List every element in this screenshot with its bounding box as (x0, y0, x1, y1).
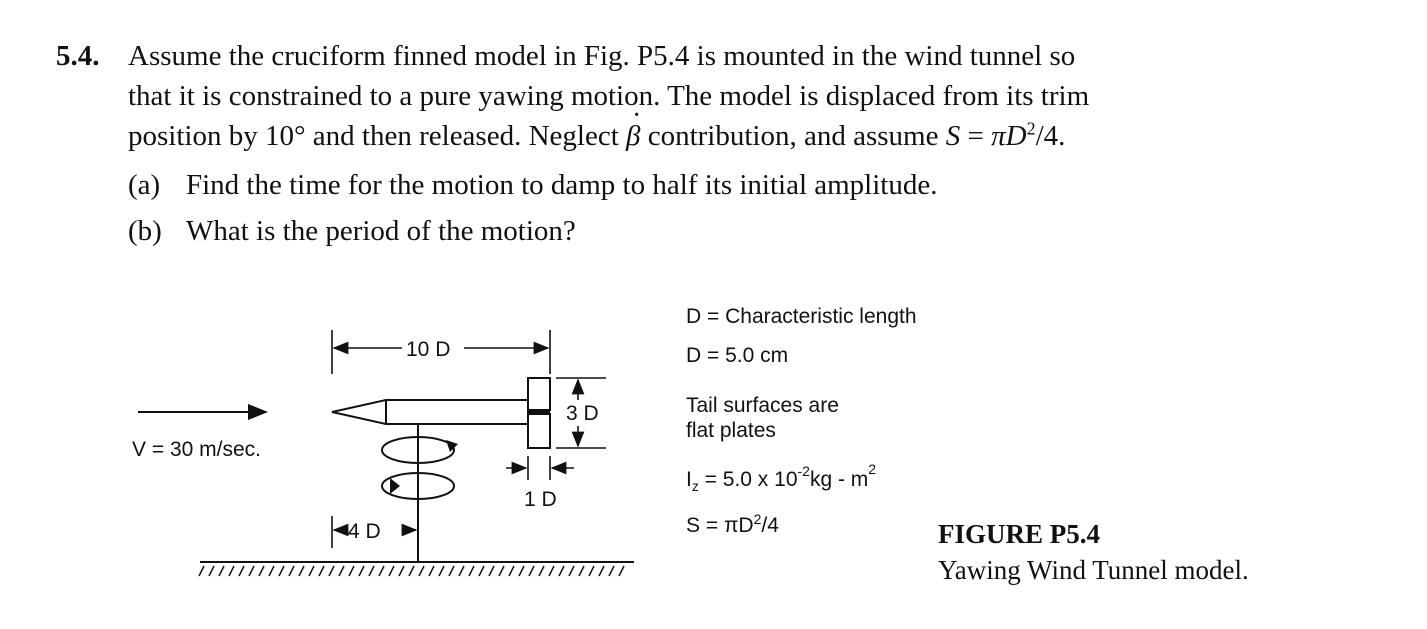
part-b-label: (b) (128, 215, 162, 247)
hatch-mark (439, 566, 444, 576)
hatch-mark (589, 566, 594, 576)
hatch-mark (409, 566, 414, 576)
part-a-label: (a) (128, 169, 161, 201)
part-b-text: What is the period of the motion? (186, 215, 576, 247)
hatch-mark (209, 566, 214, 576)
hatch-mark (479, 566, 484, 576)
hatch-mark (399, 566, 404, 576)
dim-4d-label: 4 D (348, 520, 381, 543)
part-a-text: Find the time for the motion to damp to half its initial amplitude. (186, 169, 938, 201)
hatch-mark (509, 566, 514, 576)
ground-hatch (199, 566, 624, 576)
problem-line-2: that it is constrained to a pure yawing motion. The model is displaced from its trim (128, 80, 1090, 112)
hatch-mark (619, 566, 624, 576)
hatch-mark (219, 566, 224, 576)
line3-text-a: position by 10° and then released. Neglect (128, 120, 627, 152)
hatch-mark (279, 566, 284, 576)
note-area: $S = \pi D^2/4$ (686, 511, 779, 537)
note-d-value: D = 5.0 cm (686, 344, 789, 367)
beta-dot-symbol: · β (626, 116, 640, 156)
model-nose (332, 400, 386, 424)
note-inertia: $I_z = 5.0$ x $10^{-2}kg - m^2$ (686, 461, 877, 494)
hatch-mark (579, 566, 584, 576)
hatch-mark (249, 566, 254, 576)
hatch-mark (519, 566, 524, 576)
hatch-mark (329, 566, 334, 576)
velocity-label: V = 30 m/sec. (132, 438, 261, 461)
hatch-mark (389, 566, 394, 576)
model-fin-lower (528, 414, 550, 448)
eq-tail: /4. (1035, 120, 1066, 152)
problem-line-1: Assume the cruciform finned model in Fig. P5.4 is mounted in the wind tunnel so (128, 40, 1076, 72)
note-tail-line-1: Tail surfaces are (686, 394, 839, 417)
model-body (386, 400, 528, 424)
hatch-mark (469, 566, 474, 576)
figure-caption (938, 516, 1249, 588)
hatch-mark (459, 566, 464, 576)
hatch-mark (609, 566, 614, 576)
model-fin-upper (528, 378, 550, 410)
figure-caption-text: Yawing Wind Tunnel model. (938, 555, 1249, 585)
hatch-mark (319, 566, 324, 576)
problem-number: 5.4. (56, 40, 100, 72)
hatch-mark (339, 566, 344, 576)
eq-equals: = (960, 120, 992, 152)
yaw-arrowhead-upper (446, 440, 458, 452)
dim-3d-label: 3 D (566, 402, 599, 425)
eq-d: D (1005, 120, 1027, 152)
note-tail-line-2: flat plates (686, 419, 776, 442)
hatch-mark (559, 566, 564, 576)
yaw-arrowhead-lower (390, 478, 400, 494)
eq-pi: π (991, 120, 1006, 152)
eq-sup: 2 (1026, 118, 1036, 139)
hatch-mark (299, 566, 304, 576)
hatch-mark (269, 566, 274, 576)
line3-text-b: contribution, and assume (640, 120, 946, 152)
figure-caption-title: FIGURE P5.4 (938, 519, 1100, 549)
hatch-mark (449, 566, 454, 576)
hatch-mark (379, 566, 384, 576)
hatch-mark (529, 566, 534, 576)
note-d-definition: D = Characteristic length (686, 305, 917, 328)
hatch-mark (259, 566, 264, 576)
dim-1d-label: 1 D (524, 488, 557, 511)
hatch-mark (359, 566, 364, 576)
hatch-mark (489, 566, 494, 576)
hatch-mark (349, 566, 354, 576)
hatch-mark (419, 566, 424, 576)
dim-10d-label: 10 D (406, 338, 451, 361)
hatch-mark (309, 566, 314, 576)
hatch-mark (199, 566, 204, 576)
hatch-mark (429, 566, 434, 576)
hatch-mark (289, 566, 294, 576)
eq-lhs: S (945, 120, 961, 152)
hatch-mark (599, 566, 604, 576)
hatch-mark (369, 566, 374, 576)
hatch-mark (549, 566, 554, 576)
hatch-mark (239, 566, 244, 576)
hatch-mark (569, 566, 574, 576)
hatch-mark (499, 566, 504, 576)
hatch-mark (539, 566, 544, 576)
hatch-mark (229, 566, 234, 576)
